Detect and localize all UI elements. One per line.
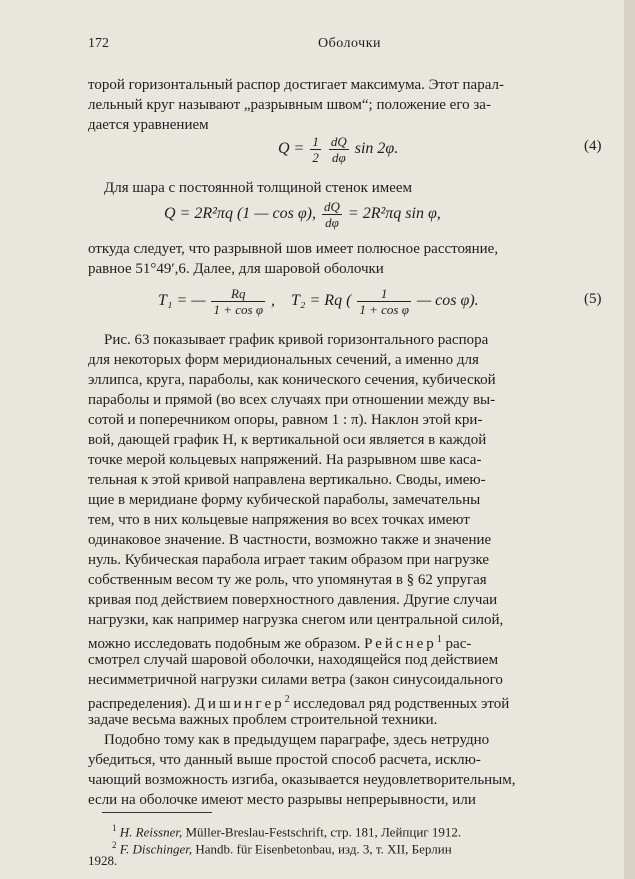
eq-sphere-right: = 2R²πq sin φ, [347, 205, 441, 223]
eq5-t1: T₁ = — [158, 292, 206, 310]
text-line: сотой и поперечником опоры, равном 1 : π). Наклон этой кри- [88, 412, 483, 428]
text-line: эллипса, круга, параболы, как конического сечения, кубической [88, 372, 496, 388]
text-line: смотрел случай шаровой оболочки, находящейся под действием [88, 652, 499, 668]
eq4-fraction-dq: $\frac{dQ}{d\varphi}$ [330, 134, 347, 165]
eq-sphere-left: Q = 2R²πq (1 — cos φ), [164, 205, 316, 223]
text-line: убедиться, что данный выше простой способ расчета, исклю- [88, 752, 481, 768]
text-segment: исследовал ряд родственных этой [293, 696, 510, 712]
text-line: одинаковое значение. В частности, возможно также и значение [88, 532, 492, 548]
text-line: нагрузки, как например нагрузка снегом или центральной силой, [88, 612, 504, 628]
text-line: лельный круг называют „разрывным швом“; положение его за- [88, 97, 491, 113]
text-line: параболы и прямой (во всех случаях при отношении между вы- [88, 392, 496, 408]
text-line: Подобно тому как в предыдущем параграфе, здесь нетрудно [104, 732, 490, 748]
footnote-2-continuation: 1928. [88, 853, 118, 868]
text-line: кривая под действием поверхностного давления. Другие случаи [88, 592, 498, 608]
footnote-2-mark: 2 [112, 840, 117, 850]
text-line: тельная к этой кривой направлена вертикально. Своды, имею- [88, 472, 486, 488]
eq5-fraction-t1: $\frac{Rq}{\text{1 + cos φ}}$ [213, 286, 264, 317]
text-line: торой горизонтальный распор достигает максимума. Этот парал- [88, 77, 504, 93]
equation-4 [278, 134, 398, 165]
equation-5 [158, 286, 479, 317]
text-line: нуль. Кубическая парабола играет таким образом при нагрузке [88, 552, 490, 568]
footnote-mark-1: 1 [436, 634, 442, 645]
text-line: Для шара с постоянной толщиной стенок имеем [104, 180, 413, 196]
text-line: задаче весьма важных проблем строительной техники. [88, 712, 438, 728]
eq4-fraction-half: $\frac{1}{2}$ [312, 134, 319, 165]
footnote-1-text: Müller-Breslau-Festschrift, стр. 181, Лейпциг 1912. [185, 824, 462, 840]
text-line: точке мерой кольцевых напряжений. На разрывном шве каса- [88, 452, 482, 468]
author-name-reissner: Рейснер [364, 636, 437, 652]
text-line: дается уравнением [88, 117, 209, 133]
equation-sphere [164, 199, 441, 230]
text-line: равное 51°49′,6. Далее, для шаровой оболочки [88, 261, 384, 277]
footnote-mark-2: 2 [284, 694, 290, 705]
equation-number-4: (4) [584, 138, 602, 154]
footnote-2-author: F. Dischinger, [119, 841, 193, 857]
eq4-rhs: sin 2φ. [354, 140, 399, 158]
text-line: несимметричной нагрузки силами ветра (закон синусоидального [88, 672, 503, 688]
eq4-lhs: Q = [278, 140, 305, 158]
text-line: чающий возможность изгиба, оказывается неудовлетворительным, [88, 772, 516, 788]
footnote-rule [102, 812, 212, 813]
text-line: для некоторых форм меридиональных сечений, а именно для [88, 352, 479, 368]
eq5-separator: , [271, 292, 276, 310]
running-title: Оболочки [318, 36, 382, 51]
footnote-1-author: H. Reissner, [119, 824, 183, 840]
text-line: Рис. 63 показывает график кривой горизонтального распора [104, 332, 489, 348]
text-line: вой, дающей график H, к вертикальной оси является в каждой [88, 432, 487, 448]
text-line: если на оболочке имеют место разрывы непрерывности, или [88, 792, 476, 808]
text-line: щие в меридиане форму кубической параболы, замечательны [88, 492, 481, 508]
page-number: 172 [88, 36, 109, 51]
eq-sphere-fraction: $\frac{dQ}{d\varphi}$ [324, 199, 340, 230]
text-line: тем, что в них кольцевые напряжения во всех точках имеют [88, 512, 470, 528]
equation-number-5: (5) [584, 291, 602, 307]
text-segment: распределения). [88, 696, 191, 712]
author-name-dischinger: Дишингер [194, 696, 285, 712]
eq5-fraction-t2: $\frac{1}{\text{1 + cos φ}}$ [359, 286, 409, 317]
text-line: откуда следует, что разрывной шов имеет полюсное расстояние, [88, 241, 499, 257]
eq5-t2: T₂ = Rq ( [291, 292, 352, 310]
footnote-2 [112, 837, 452, 857]
text-segment: можно исследовать подобным же образом. [88, 636, 361, 652]
page-header [88, 36, 608, 56]
footnote-1-mark: 1 [112, 823, 117, 833]
text-segment: рас- [445, 636, 472, 652]
text-line: собственным весом ту же роль, что упомянутая в § 62 упругая [88, 572, 487, 588]
footnote-2-text: Handb. für Eisenbetonbau, изд. 3, т. XII, Берлин [195, 841, 452, 857]
page-edge [624, 0, 635, 879]
eq5-t2-end: — cos φ). [416, 292, 479, 310]
